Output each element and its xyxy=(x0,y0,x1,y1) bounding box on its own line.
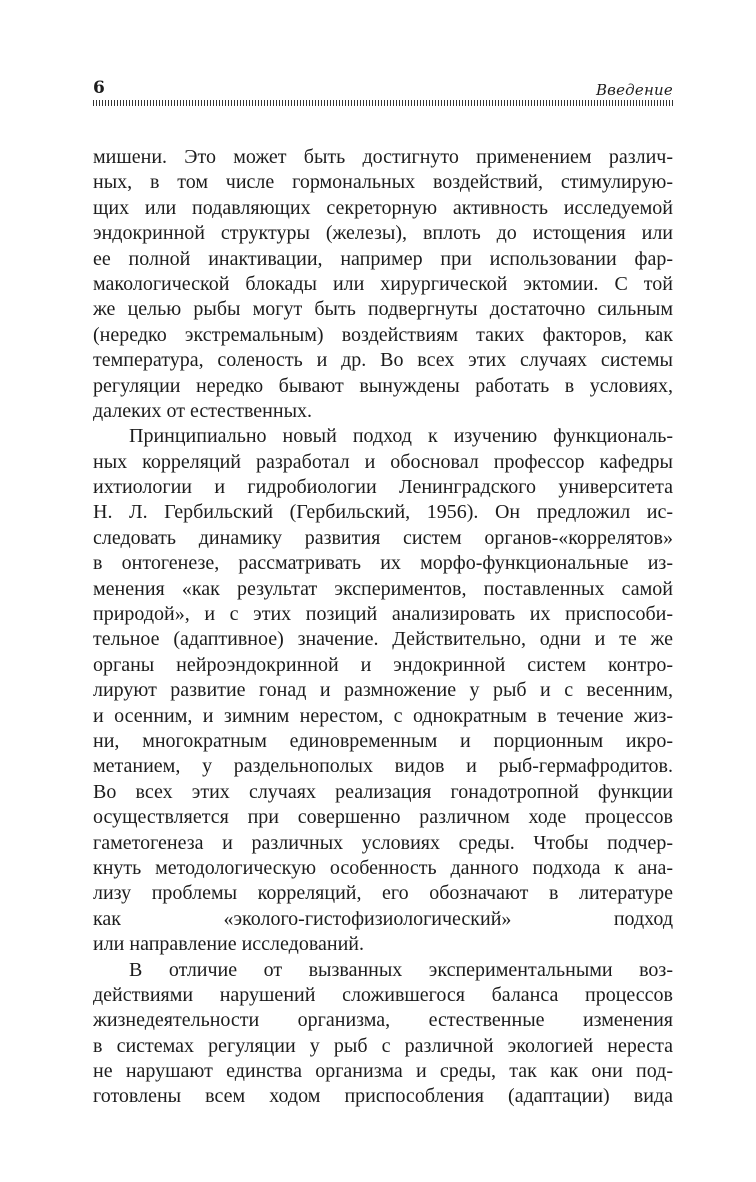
text-line: мишени. Это может быть достигнуто применением различ- xyxy=(93,146,673,168)
text-line: лизу проблемы корреляций, его обозначают в литературе xyxy=(93,882,673,905)
text-line: В отличие от вызванных экспериментальными воз- xyxy=(129,958,673,981)
text-line: лируют развитие гонад и размножение у рыб и с весенним, xyxy=(93,679,673,702)
text-line: ни, многократным единовременным и порционным икро- xyxy=(93,729,673,752)
text-line: макологической блокады или хирургической эктомии. С той xyxy=(93,272,673,295)
text-line: следовать динамику развития систем органов-«коррелятов» xyxy=(93,526,673,549)
text-line: ных, в том числе гормональных воздействий, стимулирую- xyxy=(93,171,673,194)
text-line: гаметогенеза и различных условиях среды. Чтобы подчер- xyxy=(93,831,673,854)
text-line: как «эколого-гистофизиологический» подход xyxy=(93,907,673,930)
text-line: ее полной инактивации, например при использовании фар- xyxy=(93,247,673,270)
text-line: температура, соленость и др. Во всех этих случаях системы xyxy=(93,349,673,372)
page-number: 6 xyxy=(93,78,105,98)
text-line: метанием, у раздельнополых видов и рыб-гермафродитов. xyxy=(93,755,673,778)
text-line: действиями нарушений сложившегося баланса процессов xyxy=(93,983,673,1006)
text-line: в системах регуляции у рыб с различной экологией нереста xyxy=(93,1034,673,1057)
text-line: менения «как результат экспериментов, поставленных самой xyxy=(93,577,673,600)
text-line: эндокринной структуры (железы), вплоть до истощения или xyxy=(93,222,673,245)
body-text xyxy=(93,145,673,1110)
text-line: же целью рыбы могут быть подвергнуты достаточно сильным xyxy=(93,298,673,321)
text-line: ихтиологии и гидробиологии Ленинградского университета xyxy=(93,476,673,499)
text-line: готовлены всем ходом приспособления (адаптации) вида xyxy=(93,1085,673,1108)
text-line: жизнедеятельности организма, естественные изменения xyxy=(93,1009,673,1032)
text-line: ных корреляций разработал и обосновал профессор кафедры xyxy=(93,450,673,473)
text-line: (нередко экстремальным) воздействиям таких факторов, как xyxy=(93,323,673,346)
text-line: регуляции нередко бывают вынуждены работать в условиях, xyxy=(93,374,673,397)
text-line: Во всех этих случаях реализация гонадотропной функции xyxy=(93,780,673,803)
text-line: щих или подавляющих секреторную активность исследуемой xyxy=(93,196,673,219)
text-line: или направление исследований. xyxy=(93,933,364,956)
text-line: Принципиально новый подход к изучению функциональ- xyxy=(129,425,673,448)
text-line: осуществляется при совершенно различном ходе процессов xyxy=(93,806,673,829)
text-line: Н. Л. Гербильский (Гербильский, 1956). Он предложил ис- xyxy=(93,501,673,524)
section-title: Введение xyxy=(595,81,673,99)
text-line: не нарушают единства организма и среды, так как они под- xyxy=(93,1060,673,1083)
text-line: природой», и с этих позиций анализировать их приспособи- xyxy=(93,603,673,626)
text-line: и осенним, и зимним нерестом, с однократным в течение жиз- xyxy=(93,704,673,727)
text-line: тельное (адаптивное) значение. Действительно, одни и те же xyxy=(93,628,673,651)
text-line: в онтогенезе, рассматривать их морфо-функциональные из- xyxy=(93,552,673,575)
header-rule xyxy=(93,100,673,106)
text-line: далеких от естественных. xyxy=(93,399,313,422)
running-header xyxy=(93,76,673,100)
text-line: органы нейроэндокринной и эндокринной систем контро- xyxy=(93,653,673,676)
text-line: кнуть методологическую особенность данного подхода к ана- xyxy=(93,856,673,879)
